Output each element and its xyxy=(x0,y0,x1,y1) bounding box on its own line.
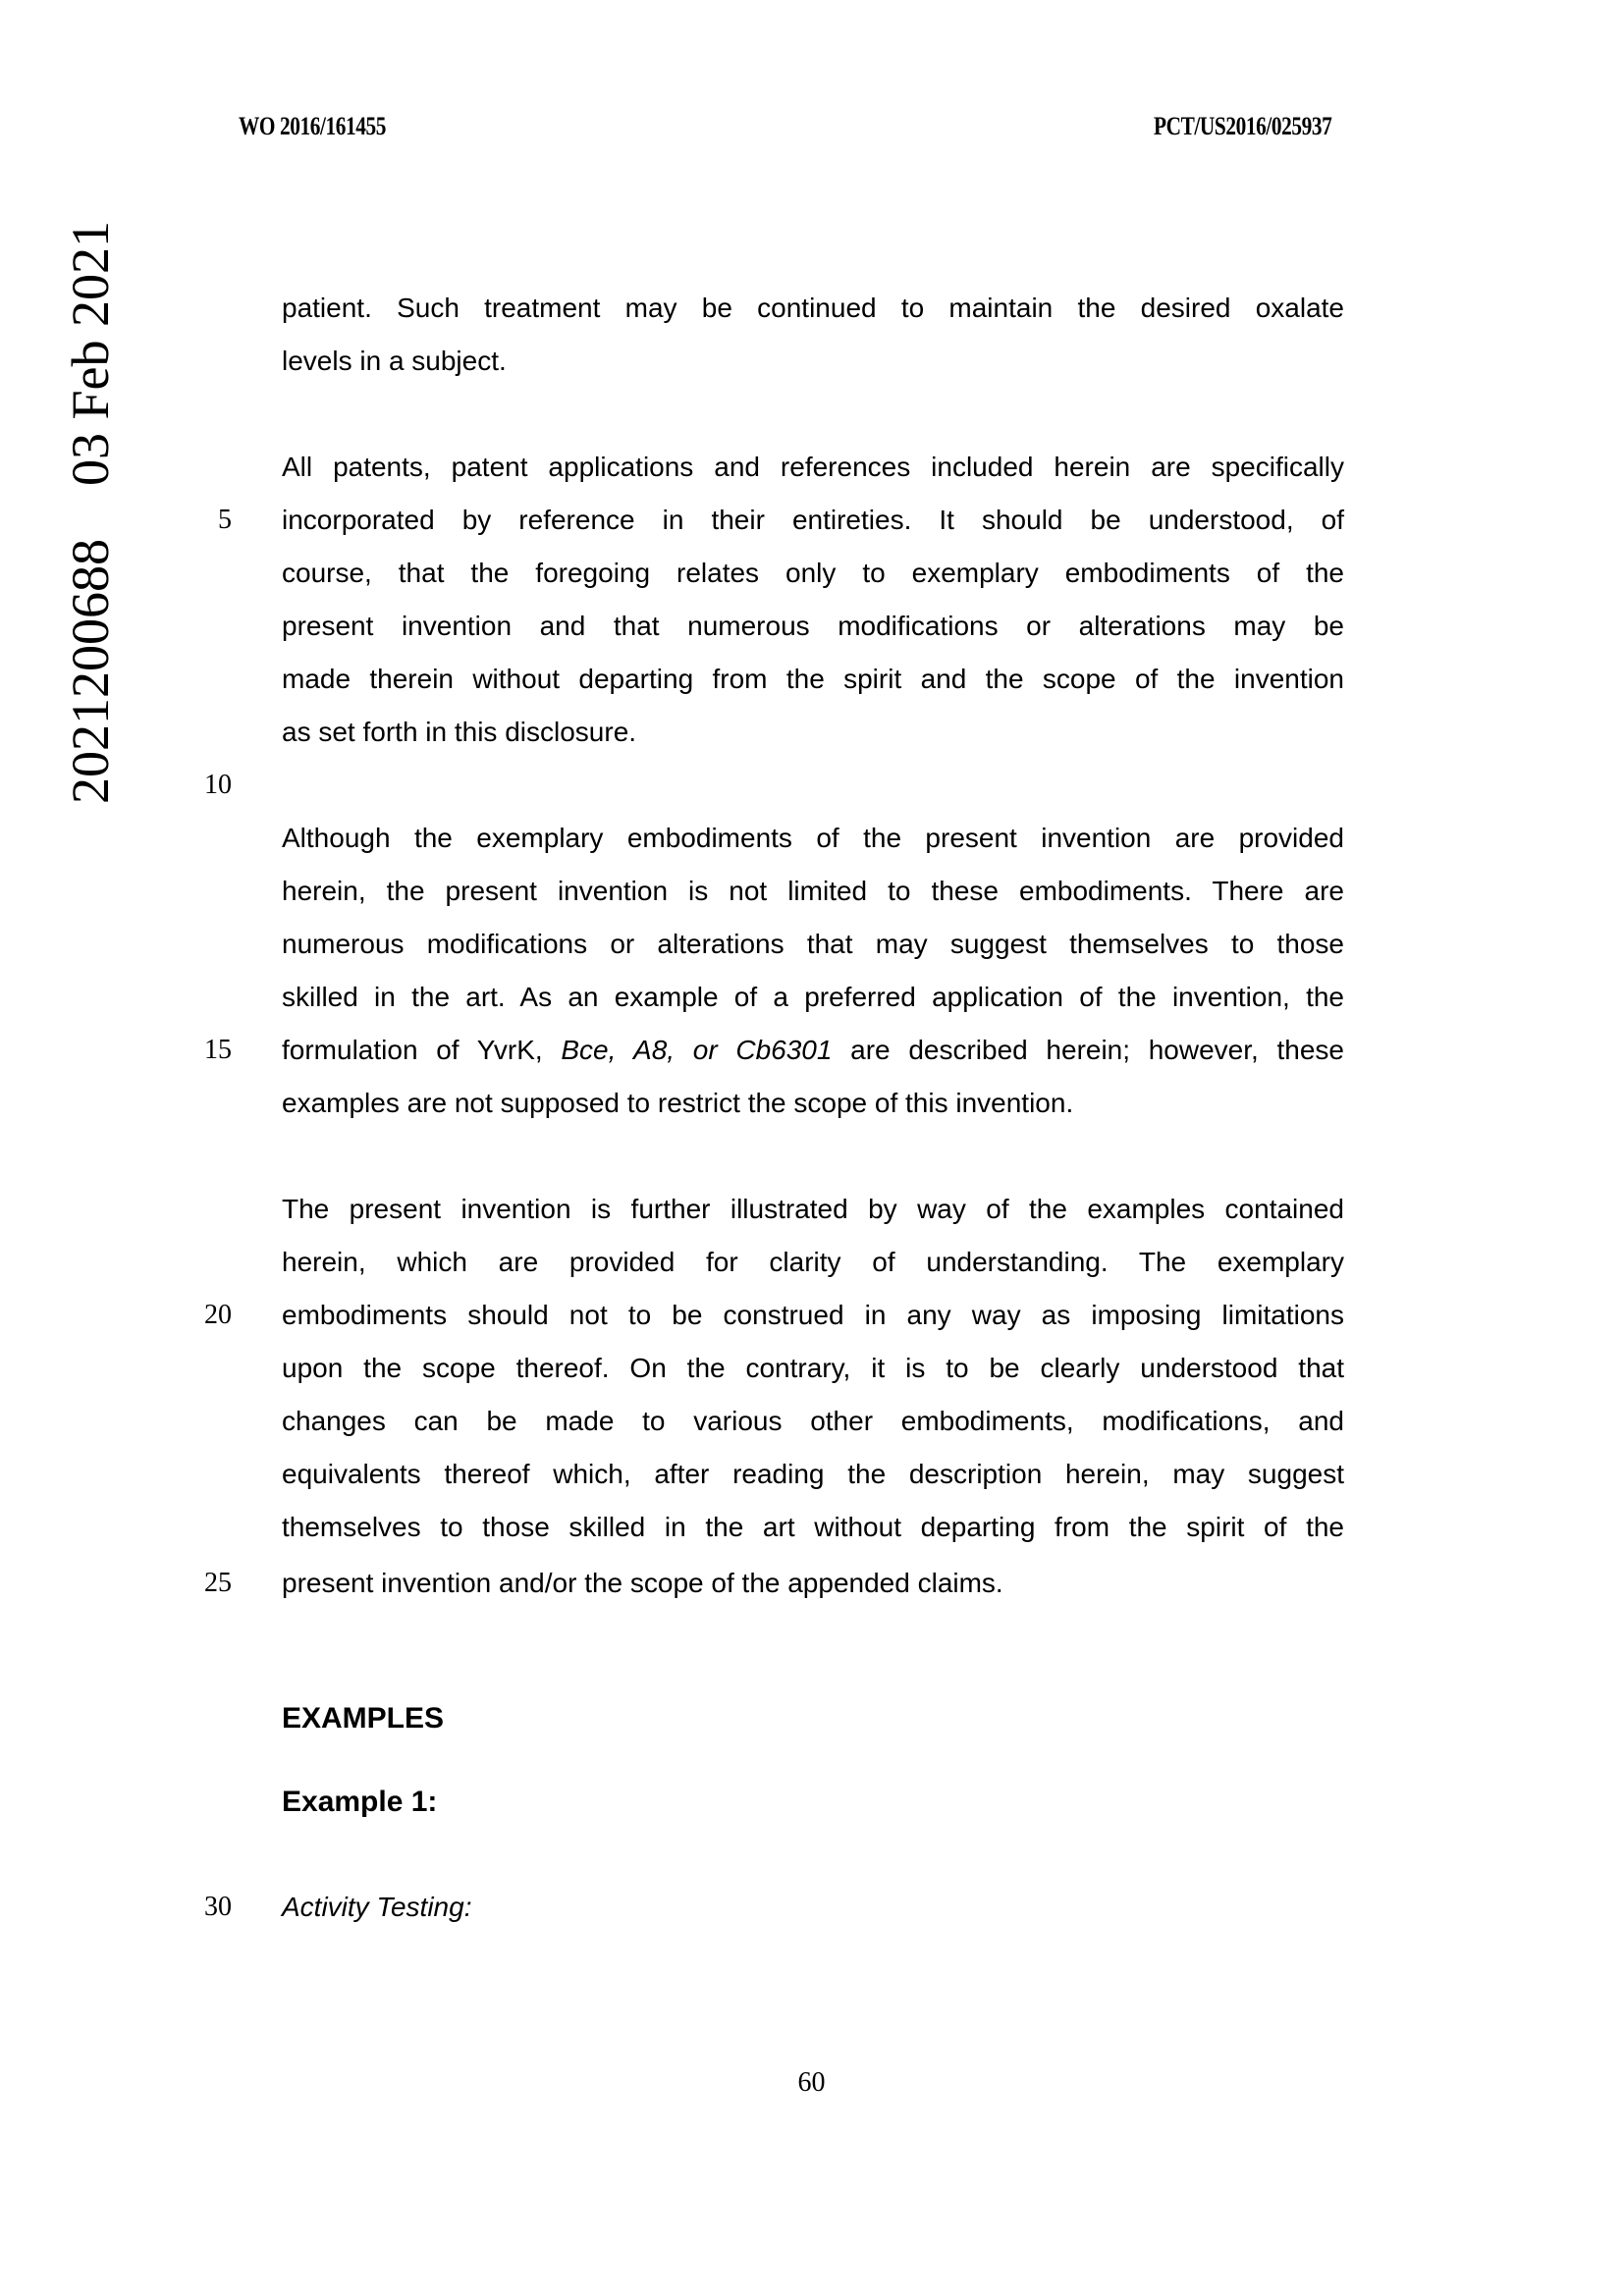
paragraph-3-line-3: numerous modifications or alterations that may suggest themselves to those xyxy=(282,929,1344,959)
paragraph-2-line-1: All patents, patent applications and references included herein are specifically xyxy=(282,452,1344,482)
application-number: PCT/US2016/025937 xyxy=(1154,112,1332,140)
paragraph-2-line-5: made therein without departing from the spirit and the scope of the invention xyxy=(282,664,1344,694)
example-heading: Example 1: xyxy=(282,1786,438,1818)
paragraph-4-line-6: equivalents thereof which, after reading the description herein, may suggest xyxy=(282,1459,1344,1489)
paragraph-4-line-5: changes can be made to various other embodiments, modifications, and xyxy=(282,1406,1344,1436)
paragraph-3-line-5 xyxy=(282,1034,1344,1067)
paragraph-1-line-1: patient. Such treatment may be continued to maintain the desired oxalate xyxy=(282,293,1344,323)
line-number-25: 25 xyxy=(204,1568,232,1598)
paragraph-4-line-7: themselves to those skilled in the art without departing from the spirit of the xyxy=(282,1512,1344,1542)
paragraph-3-line-4: skilled in the art. As an example of a preferred application of the invention, the xyxy=(282,982,1344,1012)
line-5-head: formulation of YvrK, xyxy=(282,1035,562,1065)
line-number-20: 20 xyxy=(204,1300,232,1330)
paragraph-2-line-6: as set forth in this disclosure. xyxy=(282,717,637,747)
paragraph-4-line-4: upon the scope thereof. On the contrary, it is to be clearly understood that xyxy=(282,1353,1344,1383)
line-number-10: 10 xyxy=(204,770,232,800)
paragraph-4-line-8: present invention and/or the scope of the appended claims. xyxy=(282,1568,1003,1598)
line-5-tail: are described herein; however, these xyxy=(832,1035,1344,1065)
line-number-5: 5 xyxy=(218,505,232,535)
paragraph-3-line-2: herein, the present invention is not limited to these embodiments. There are xyxy=(282,876,1344,906)
paragraph-2-line-3: course, that the foregoing relates only to exemplary embodiments of the xyxy=(282,558,1344,588)
paragraph-3-line-6: examples are not supposed to restrict the scope of this invention. xyxy=(282,1088,1074,1118)
subheading-activity-testing: Activity Testing: xyxy=(282,1892,472,1922)
paragraph-4-line-3: embodiments should not to be construed in any way as imposing limitations xyxy=(282,1300,1344,1330)
line-number-30: 30 xyxy=(204,1892,232,1922)
paragraph-1-line-2: levels in a subject. xyxy=(282,346,507,376)
paragraph-3-line-1: Although the exemplary embodiments of the present invention are provided xyxy=(282,823,1344,853)
line-number-15: 15 xyxy=(204,1035,232,1065)
paragraph-2-line-2: incorporated by reference in their entireties. It should be understood, of xyxy=(282,505,1344,535)
paragraph-4-line-1: The present invention is further illustrated by way of the examples contained xyxy=(282,1194,1344,1224)
page-number: 60 xyxy=(797,2067,826,2098)
strain-names-italic: Bce, A8, or Cb6301 xyxy=(561,1035,833,1065)
paragraph-2-line-4: present invention and that numerous modifications or alterations may be xyxy=(282,611,1344,641)
publication-number: WO 2016/161455 xyxy=(239,112,387,140)
side-stamp-text: 2021200688 03 Feb 2021 xyxy=(61,221,120,804)
section-heading-examples: EXAMPLES xyxy=(282,1702,445,1735)
paragraph-4-line-2: herein, which are provided for clarity of understanding. The exemplary xyxy=(282,1247,1344,1277)
